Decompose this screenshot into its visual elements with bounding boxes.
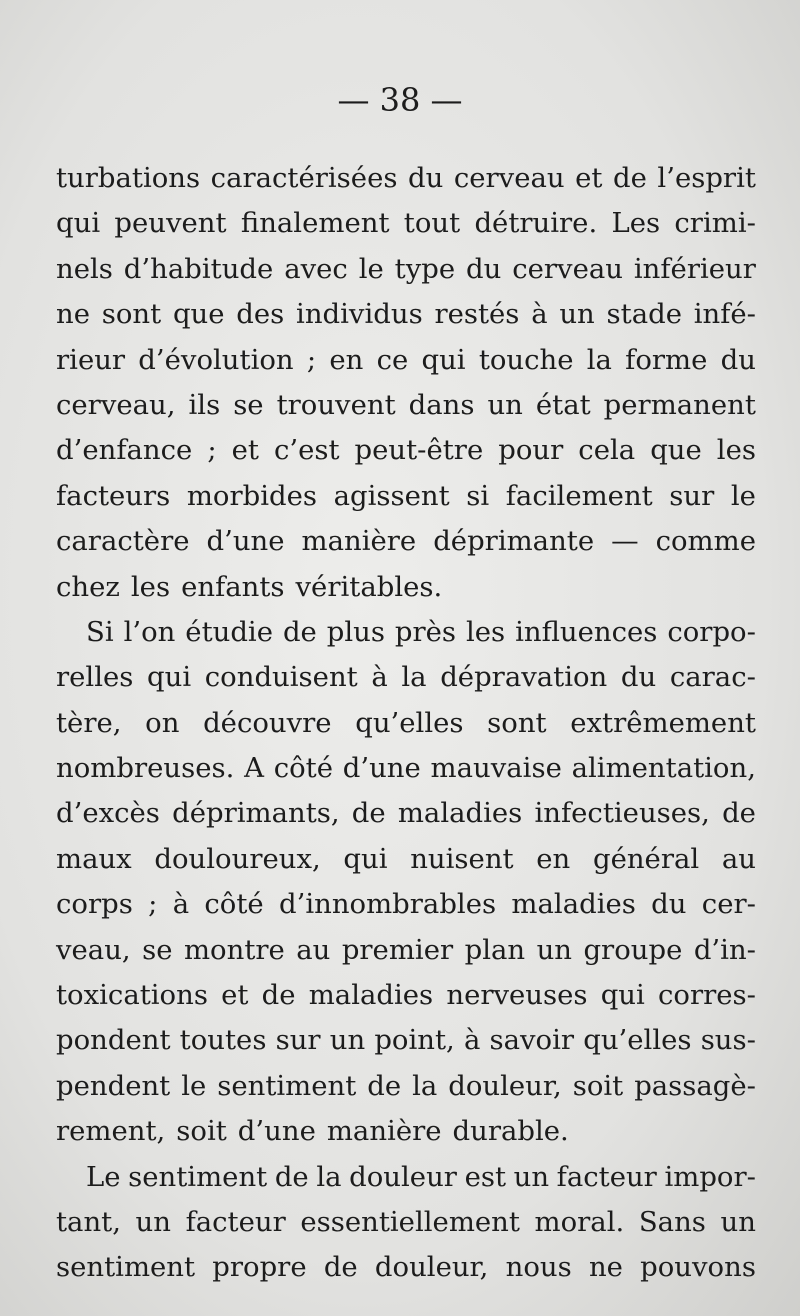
text-word: alimentation,: [571, 752, 756, 785]
text-word: du: [720, 343, 756, 376]
text-word: près: [394, 615, 457, 648]
text-word: douleur,: [374, 1251, 489, 1284]
text-word: qui: [147, 661, 192, 694]
text-word: relles: [56, 661, 134, 694]
page-number: — 38 —: [337, 81, 463, 119]
text-word: soit: [176, 1115, 227, 1148]
text-word: Le: [86, 1160, 121, 1193]
text-line: [56, 791, 756, 836]
text-line: [56, 338, 756, 383]
text-word: la: [412, 1069, 438, 1102]
text-word: forme: [625, 343, 708, 376]
text-word: découvre: [203, 706, 332, 739]
text-word: et: [231, 434, 259, 467]
text-word: un: [536, 933, 572, 966]
text-word: et: [575, 162, 603, 194]
text-word: un: [329, 1024, 366, 1057]
text-word: côté: [204, 888, 264, 921]
text-word: le: [730, 479, 756, 512]
text-line: [56, 746, 756, 791]
text-word: infectieuses,: [534, 797, 710, 830]
text-word: facilement: [505, 479, 653, 512]
text-word: stade: [606, 298, 682, 331]
text-line: [56, 1064, 756, 1109]
text-word: général: [592, 842, 700, 875]
text-word: du: [651, 888, 687, 921]
text-word: tère,: [56, 706, 122, 739]
text-word: inférieur: [633, 252, 756, 285]
text-word: trouvent: [276, 388, 396, 421]
text-word: maux: [56, 842, 132, 875]
text-word: Sans: [638, 1205, 706, 1238]
text-line: [56, 882, 756, 927]
text-word: douloureux,: [154, 842, 321, 875]
text-word: —: [611, 525, 639, 558]
text-word: que: [172, 298, 225, 331]
text-word: comme: [655, 525, 756, 558]
text-word: d’une: [342, 752, 421, 785]
text-line: [56, 292, 756, 337]
text-line: [56, 1109, 756, 1154]
text-word: dépravation: [440, 661, 608, 694]
text-word: douleur: [349, 1160, 457, 1193]
text-word: détruire.: [474, 207, 598, 240]
text-word: de: [274, 1160, 309, 1193]
text-line: [56, 837, 756, 882]
text-word: essentiellement: [300, 1205, 520, 1238]
text-word: sentiment: [217, 1069, 357, 1102]
text-word: un: [559, 298, 595, 331]
text-word: ;: [306, 343, 317, 376]
text-word: tout: [403, 207, 461, 240]
text-word: conduisent: [204, 661, 358, 694]
text-word: facteur: [185, 1205, 286, 1238]
text-word: propre: [212, 1251, 307, 1284]
text-word: toutes: [179, 1024, 267, 1057]
text-word: du: [407, 162, 444, 194]
text-word: plan: [464, 933, 526, 966]
text-word: la: [401, 661, 427, 694]
text-word: finalement: [240, 207, 390, 240]
text-word: sur: [669, 479, 715, 512]
text-line: [56, 973, 756, 1018]
text-word: carac-: [669, 661, 756, 694]
text-word: restés: [434, 298, 520, 331]
text-line: [56, 1245, 756, 1290]
text-word: est: [464, 1160, 507, 1193]
text-word: montre: [183, 933, 285, 966]
text-word: d’enfance: [56, 434, 193, 467]
text-word: côté: [273, 752, 333, 785]
text-word: cer-: [701, 888, 756, 921]
text-word: ;: [148, 888, 158, 921]
text-word: facteur: [556, 1160, 657, 1193]
text-line: [56, 655, 756, 700]
text-word: d’excès: [56, 797, 160, 830]
text-line: [56, 247, 756, 292]
text-word: manière: [326, 1115, 442, 1148]
text-word: sont: [101, 298, 162, 331]
text-word: de: [261, 979, 296, 1012]
text-word: au: [721, 842, 756, 875]
text-line: [56, 928, 756, 973]
text-word: qui: [56, 207, 101, 240]
text-word: un: [720, 1205, 756, 1238]
text-word: le: [181, 1069, 207, 1102]
text-word: la: [316, 1160, 342, 1193]
text-word: c’est: [273, 434, 340, 467]
text-word: d’une: [237, 1115, 316, 1148]
text-line: [56, 610, 756, 655]
text-word: corpo-: [667, 615, 756, 648]
text-word: cerveau: [453, 162, 565, 194]
text-word: pendent: [56, 1069, 171, 1102]
text-word: point,: [374, 1024, 455, 1057]
text-word: en: [329, 343, 364, 376]
text-word: les: [465, 615, 506, 648]
text-word: de: [367, 1069, 402, 1102]
text-word: nels: [56, 252, 113, 285]
text-word: douleur,: [448, 1069, 562, 1102]
text-word: maladies: [308, 979, 434, 1012]
text-word: crimi-: [674, 207, 756, 240]
text-word: dans: [408, 388, 475, 421]
text-word: groupe: [583, 933, 683, 966]
text-word: à: [531, 298, 548, 331]
text-word: des: [236, 298, 285, 331]
text-word: et: [221, 979, 249, 1012]
text-word: pondent: [56, 1024, 171, 1057]
text-word: l’esprit: [657, 162, 756, 194]
text-word: tant,: [56, 1205, 121, 1238]
text-word: au: [296, 933, 331, 966]
text-word: cerveau: [512, 252, 623, 285]
text-word: caractère: [56, 525, 190, 558]
text-word: rement,: [56, 1115, 166, 1148]
text-word: du: [466, 252, 502, 285]
text-line: [56, 1018, 756, 1063]
text-word: le: [358, 252, 384, 285]
text-line: [56, 428, 756, 473]
text-word: qu’elles: [583, 1024, 692, 1057]
text-line: [56, 201, 756, 246]
text-word: cela: [578, 434, 636, 467]
text-line: [56, 565, 756, 610]
text-line: [56, 519, 756, 564]
text-word: les: [716, 434, 756, 467]
text-word: facteurs: [56, 479, 171, 512]
text-word: sentiment: [128, 1160, 268, 1193]
text-word: de: [612, 162, 647, 194]
text-word: nombreuses.: [56, 752, 235, 785]
text-word: Si: [86, 615, 114, 648]
text-word: avec: [284, 252, 348, 285]
text-word: permanent: [603, 388, 756, 421]
text-word: ils: [188, 388, 221, 421]
text-word: qui: [600, 979, 645, 1012]
text-word: passagè-: [634, 1069, 756, 1102]
text-word: premier: [341, 933, 454, 966]
text-word: ;: [207, 434, 217, 467]
text-word: d’une: [206, 525, 285, 558]
text-word: sentiment: [56, 1251, 196, 1284]
text-word: ne: [588, 1251, 623, 1284]
text-word: un: [135, 1205, 171, 1238]
text-word: d’innombrables: [278, 888, 497, 921]
text-word: état: [535, 388, 591, 421]
text-line: [56, 474, 756, 519]
text-word: on: [145, 706, 180, 739]
text-word: Les: [611, 207, 661, 240]
text-word: manière: [301, 525, 417, 558]
text-word: A: [244, 752, 264, 785]
text-line: [56, 1155, 756, 1200]
body-text: [56, 156, 756, 1291]
text-word: toxications: [56, 979, 208, 1012]
text-line: [56, 1200, 756, 1245]
text-word: influences: [515, 615, 658, 648]
text-word: plus: [326, 615, 385, 648]
text-word: en: [536, 842, 571, 875]
text-word: nerveuses: [446, 979, 588, 1012]
text-word: moral.: [534, 1205, 625, 1238]
text-word: peut-être: [354, 434, 484, 467]
text-word: turbations: [56, 162, 201, 194]
text-word: individus: [296, 298, 423, 331]
text-word: ne: [56, 298, 90, 331]
text-word: l’on: [123, 615, 176, 648]
text-word: maladies: [397, 797, 523, 830]
text-word: que: [650, 434, 702, 467]
text-word: de: [351, 797, 386, 830]
text-word: corps: [56, 888, 133, 921]
text-word: nous: [505, 1251, 572, 1284]
text-word: infé-: [693, 298, 756, 331]
text-word: à: [463, 1024, 481, 1057]
text-word: se: [142, 933, 173, 966]
text-word: cerveau,: [56, 388, 176, 421]
text-word: corres-: [658, 979, 756, 1012]
text-word: sont: [487, 706, 547, 739]
text-word: du: [620, 661, 657, 694]
text-word: un: [513, 1160, 550, 1193]
text-word: sur: [275, 1024, 321, 1057]
text-word: enfants: [181, 570, 285, 603]
text-word: morbides: [186, 479, 318, 512]
text-word: étudie: [185, 615, 274, 648]
text-word: touche: [478, 343, 574, 376]
text-word: déprimante: [433, 525, 595, 558]
text-word: à: [371, 661, 388, 694]
text-word: durable.: [452, 1115, 569, 1148]
text-word: soit: [572, 1069, 624, 1102]
text-word: la: [586, 343, 612, 376]
text-word: impor-: [664, 1160, 756, 1193]
text-word: ce: [376, 343, 409, 376]
text-word: qu’elles: [355, 706, 464, 739]
text-word: d’évolution: [138, 343, 294, 376]
text-word: un: [487, 388, 523, 421]
text-line: [56, 383, 756, 428]
text-word: caractérisées: [210, 162, 398, 194]
text-word: qui: [343, 842, 388, 875]
text-word: qui: [421, 343, 466, 376]
text-word: pouvons: [640, 1251, 756, 1284]
text-word: maladies: [511, 888, 636, 921]
text-word: déprimants,: [172, 797, 340, 830]
text-word: de: [323, 1251, 358, 1284]
text-word: les: [130, 570, 171, 603]
text-word: peuvent: [114, 207, 227, 240]
text-line: [56, 701, 756, 746]
text-word: véritables.: [295, 570, 443, 603]
text-word: type: [394, 252, 456, 285]
text-word: savoir: [489, 1024, 575, 1057]
text-word: veau,: [56, 933, 131, 966]
text-word: mauvaise: [430, 752, 562, 785]
text-word: rieur: [56, 343, 126, 376]
text-word: d’in-: [693, 933, 756, 966]
text-word: de: [282, 615, 317, 648]
text-word: pour: [498, 434, 564, 467]
text-word: sus-: [700, 1024, 756, 1057]
text-word: à: [172, 888, 190, 921]
text-word: agissent: [333, 479, 450, 512]
text-word: de: [722, 797, 756, 830]
text-line: [56, 156, 756, 201]
text-word: chez: [56, 570, 120, 603]
text-word: d’habitude: [123, 252, 274, 285]
text-word: nuisent: [410, 842, 514, 875]
text-word: se: [233, 388, 264, 421]
text-word: si: [466, 479, 490, 512]
text-word: extrêmement: [570, 706, 756, 739]
